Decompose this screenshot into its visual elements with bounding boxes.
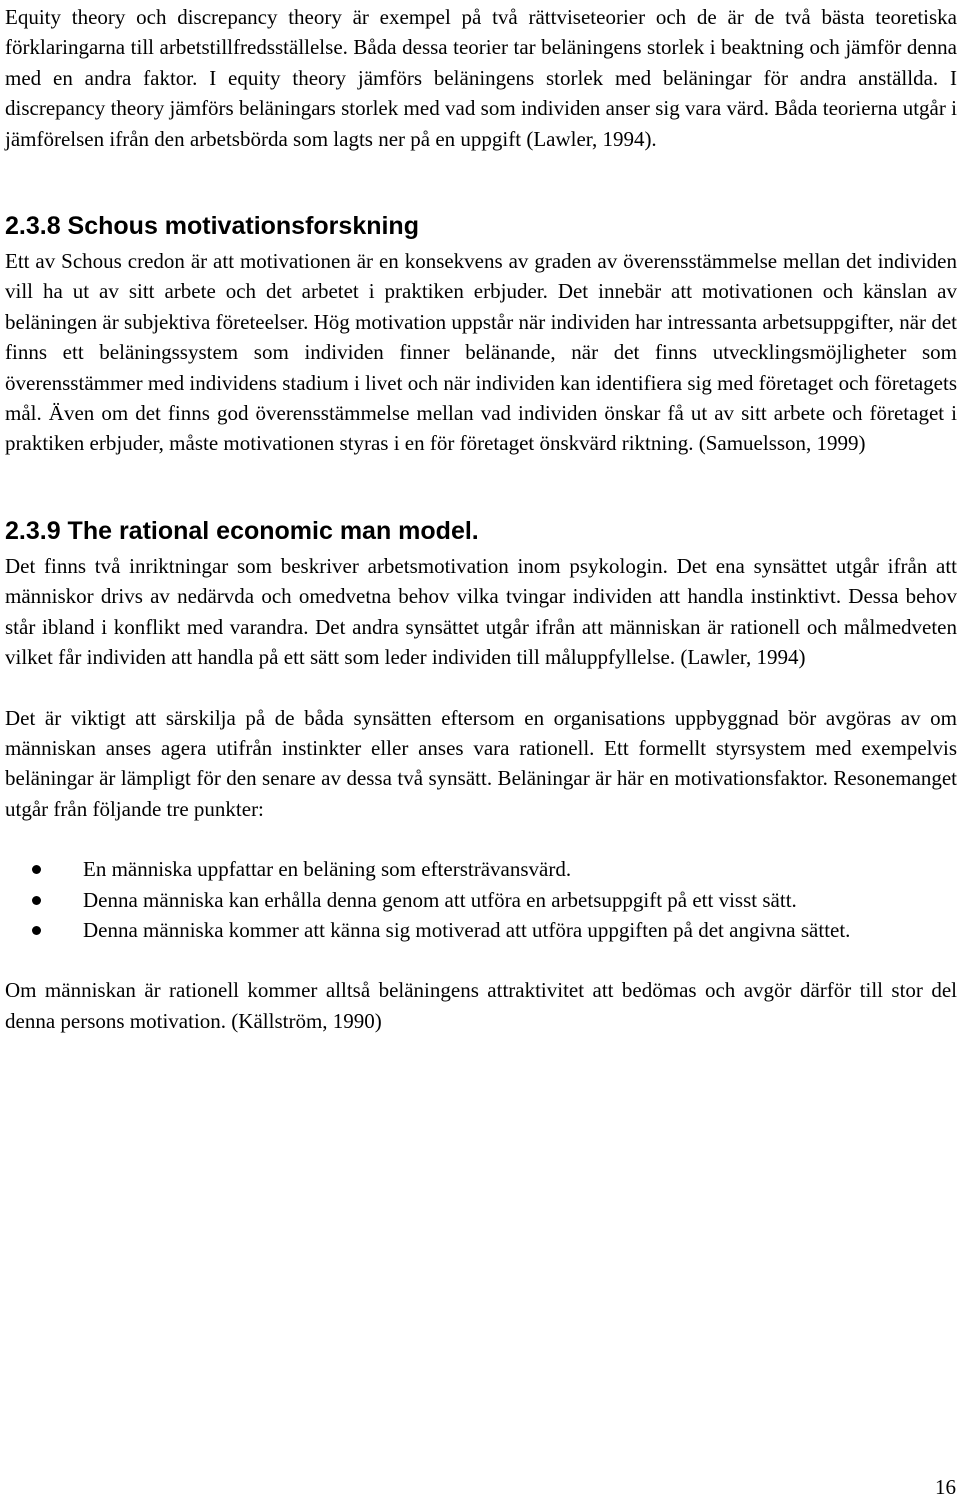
- section-239-paragraph-1: Det finns två inriktningar som beskriver arbetsmotivation inom psykologin. Det ena synsättet utgår ifrån att människor drivs av nedärvda och omedvetna behov vilka tvingar individen att handla instinktivt. Dessa behov står ibland i konflikt med varandra. Det andra synsättet utgår ifrån att människan är rationell och målmedveten vilket får individen att handla på ett sätt som leder individen till måluppfyllelse. (Lawler, 1994): [5, 553, 957, 670]
- list-item: [5, 915, 957, 945]
- list-item-text: En människa uppfattar en beläning som eftersträvansvärd.: [83, 857, 572, 882]
- section-239-paragraph-2: Det är viktigt att särskilja på de båda synsätten eftersom en organisations uppbyggnad bör avgöras av om människan anses agera utifrån instinkter eller anses vara rationell. Ett formellt styrsystem med exempelvis beläningar är lämpligt för den senare av dessa två synsätt. Beläningar är här en motivationsfaktor. Resonemanget utgår från följande tre punkter:: [5, 705, 957, 821]
- page-number: 16: [935, 1475, 956, 1499]
- bullet-icon: [32, 865, 41, 874]
- section-238-heading: 2.3.8 Schous motivationsforskning: [5, 212, 419, 241]
- reasoning-points-list: [5, 854, 957, 945]
- section-238-paragraph: Ett av Schous credon är att motivationen är en konsekvens av graden av överensstämmelse mellan det individen vill ha ut av sitt arbete och det arbetet i praktiken erbjuder. Det innebär att motivationen och känslan av beläningen är subjektiva företeelser. Hög motivation uppstår när individen har intressanta arbetsuppgifter, när det finns ett beläningssystem som individen finner belänande, när det finns utvecklingsmöjligheter som överensstämmer med individens stadium i livet och när individen kan identifiera sig med företaget och företagets mål. Även om det finns god överensstämmelse mellan vad individen önskar få ut av sitt arbete och företaget i praktiken erbjuder, måste motivationen styras i en för företaget önskvärd riktning. (Samuelsson, 1999): [5, 249, 957, 456]
- list-item-text: Denna människa kommer att känna sig motiverad att utföra uppgiften på det angivna sättet.: [83, 917, 851, 942]
- list-item-text: Denna människa kan erhålla denna genom att utföra en arbetsuppgift på ett visst sätt.: [83, 887, 797, 912]
- intro-paragraph: Equity theory och discrepancy theory är exempel på två rättviseteorier och de är de två bästa teoretiska förklaringarna till arbetstillfredsställelse. Båda dessa teorier tar beläningens storlek i beaktning och jämför denna med en andra faktor. I equity theory jämförs beläningens storlek med beläningar för andra anställda. I discrepancy theory jämförs beläningars storlek med vad som individen anser sig vara värd. Båda teorierna utgår i jämförelsen ifrån den arbetsbörda som lagts ner på en uppgift (Lawler, 1994).: [5, 5, 957, 151]
- section-239-heading: 2.3.9 The rational economic man model.: [5, 516, 479, 545]
- bullet-icon: [32, 926, 41, 935]
- bullet-icon: [32, 896, 41, 905]
- list-item: [5, 885, 957, 915]
- section-239-paragraph-3: Om människan är rationell kommer alltså beläningens attraktivitet att bedömas och avgör därför till stor del denna persons motivation. (Källström, 1990): [5, 978, 957, 1033]
- list-item: [5, 854, 957, 884]
